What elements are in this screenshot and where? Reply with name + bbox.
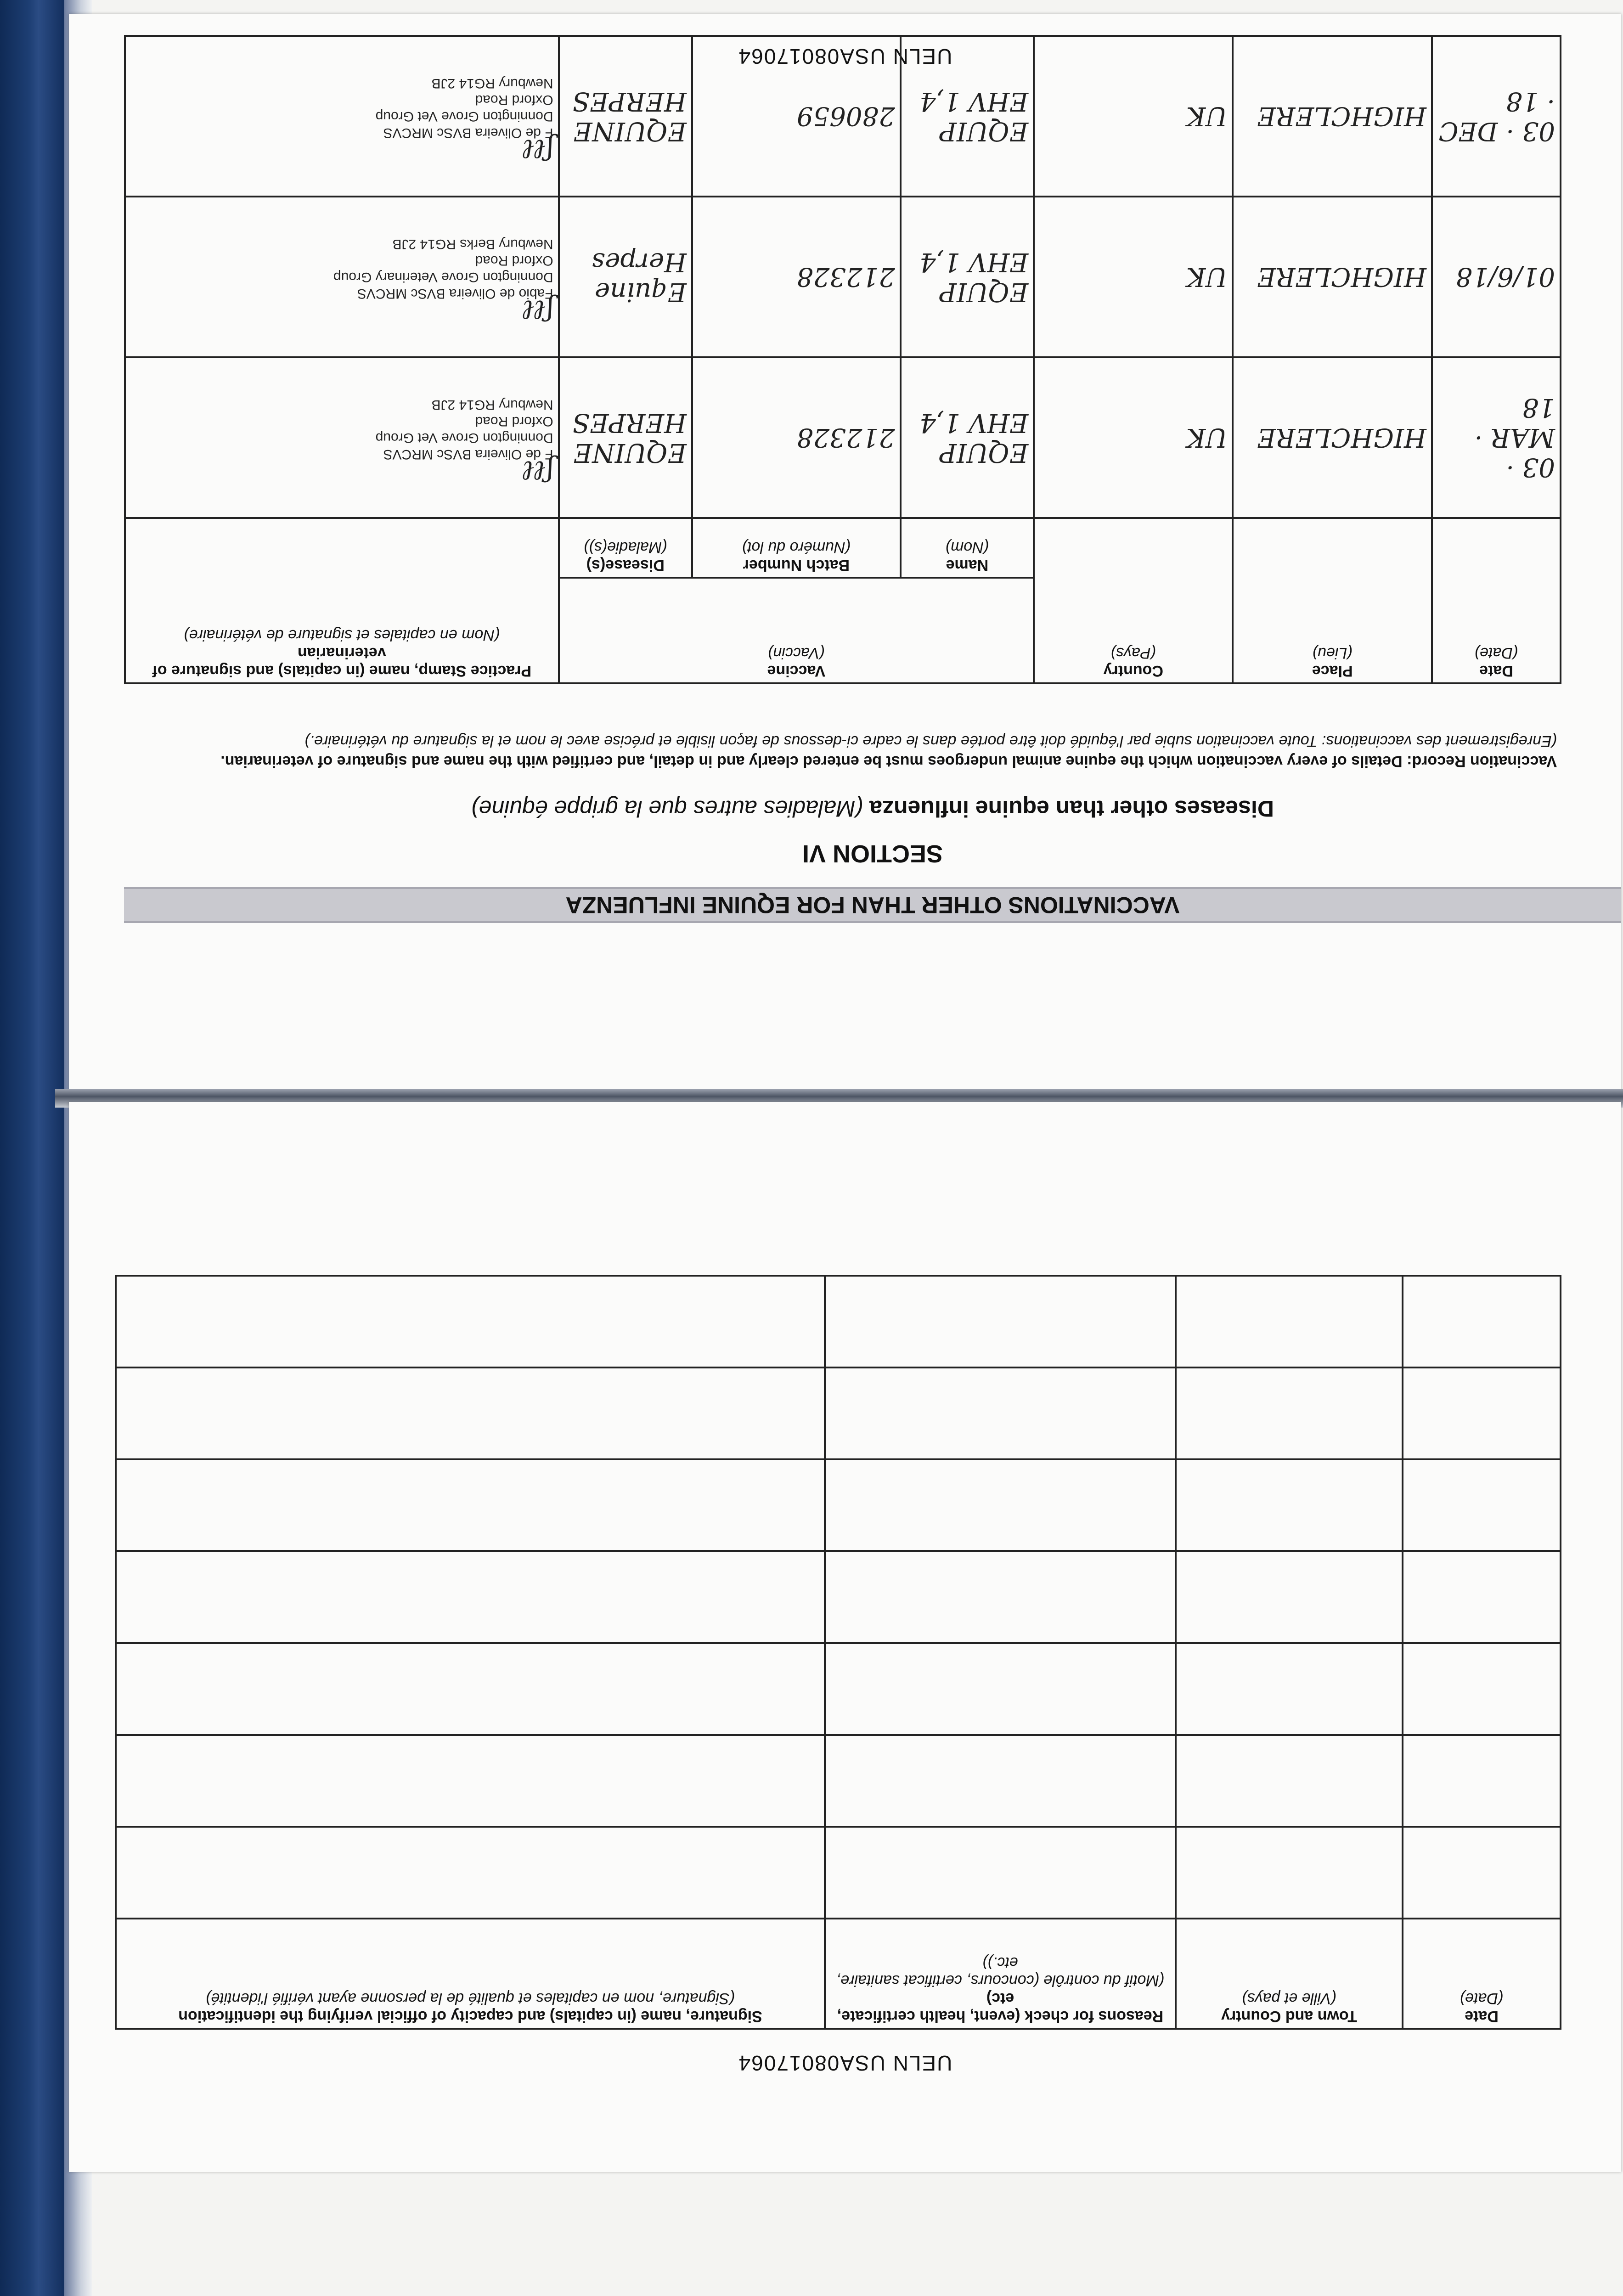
table-row — [125, 36, 1561, 197]
section-subtitle: Diseases other than equine influenza (Maladies autres que la grippe équine) — [471, 796, 1274, 822]
row2-disease: Equine Herpes — [559, 197, 692, 357]
ueln-bottom: UELN USA08017064 — [738, 2051, 952, 2075]
row1-place: HIGHCLERE — [1233, 357, 1432, 518]
row1-batch: 212328 — [692, 357, 901, 518]
section-title: SECTION VI — [802, 840, 943, 867]
table-row — [116, 1551, 1561, 1643]
table-row — [116, 1735, 1561, 1827]
identity-check-page-rotated — [69, 1102, 1621, 2172]
table-row — [116, 1643, 1561, 1735]
signature-icon: ʃ‍ℓℓ — [523, 455, 553, 487]
vaccination-record-text: Vaccination Record: Details of every vaccination which the equine animal undergoes must be entered clearly and in detail, and certified with the name and signature of veterinarian. (Enregistrement des vaccinations: Toute vaccination subie par l'équidé doit être portée dans le cadre ci-dessous de façon lisible et précise avec le nom et la signature du vétérinaire.) — [220, 732, 1557, 770]
row3-disease: EQUINE HERPES — [559, 36, 692, 197]
col-country: Country (Pays) — [1034, 518, 1233, 683]
row3-batch: 280659 — [692, 36, 901, 197]
row2-date: 01/6/18 — [1432, 197, 1561, 357]
identity-check-page — [69, 1102, 1621, 2172]
row1-name: EQUIP EHV 1,4 — [901, 357, 1034, 518]
table-row — [125, 357, 1561, 518]
vaccination-page — [69, 14, 1621, 1093]
vaccination-table — [124, 35, 1561, 684]
signature-icon: ʃ‍ℓℓ — [523, 133, 553, 165]
table-row — [116, 1276, 1561, 1367]
col-check-reasons: Reasons for check (event, health certificate, etc) (Motif du contrôle (concours, certificat sanitaire, etc.)) — [825, 1919, 1176, 2029]
row2-batch: 212328 — [692, 197, 901, 357]
row2-name: EQUIP EHV 1,4 — [901, 197, 1034, 357]
col-place: Place (Lieu) — [1233, 518, 1432, 683]
row1-date: 03 · MAR · 18 — [1432, 357, 1561, 518]
col-batch: Batch Number (Numéro du lot) — [692, 518, 901, 578]
table-row — [125, 197, 1561, 357]
row2-stamp: ʃ‍ℓℓ Fabio de Oliveira BVSc MRCVS Donnington Grove Veterinary Group Oxford Road Newbury Berks RG14 2JB — [125, 197, 559, 357]
signature-icon: ʃ‍ℓℓ — [523, 294, 553, 326]
col-date: Date (Date) — [1432, 518, 1561, 683]
table-row — [116, 1827, 1561, 1919]
col-stamp: Practice Stamp, name (in capitals) and signature of veterinarian (Nom en capitales et signature de vétérinaire) — [125, 518, 559, 683]
row3-country: UK — [1034, 36, 1233, 197]
row3-name: EQUIP EHV 1,4 — [901, 36, 1034, 197]
row1-country: UK — [1034, 357, 1233, 518]
row3-stamp: ʃ‍ℓℓ F de Oliveira BVSc MRCVS Donnington Grove Vet Group Oxford Road Newbury RG14 2JB — [125, 36, 559, 197]
col-diseases: Disease(s) (Maladie(s)) — [559, 518, 692, 578]
row2-place: HIGHCLERE — [1233, 197, 1432, 357]
binder-cover — [0, 0, 64, 2296]
vaccination-page-rotated — [69, 14, 1621, 1093]
row2-country: UK — [1034, 197, 1233, 357]
col-check-signature: Signature, name (in capitals) and capacity of official verifying the identification (Signature, nom en capitales et qualité de la personne ayant vérifié l'identité) — [116, 1919, 825, 2029]
ueln-top: UELN USA08017064 — [738, 45, 952, 68]
row1-stamp: ʃ‍ℓℓ F de Oliveira BVSc MRCVS Donnington Grove Vet Group Oxford Road Newbury RG14 2JB — [125, 357, 559, 518]
row3-place: HIGHCLERE — [1233, 36, 1432, 197]
row3-date: 03 · DEC · 18 — [1432, 36, 1561, 197]
table-row — [116, 1459, 1561, 1551]
row1-disease: EQUINE HERPES — [559, 357, 692, 518]
col-name: Name (Nom) — [901, 518, 1034, 578]
col-check-town: Town and Country (Ville et pays) — [1176, 1919, 1403, 2029]
table-row — [116, 1367, 1561, 1459]
vaccinations-banner: VACCINATIONS OTHER THAN FOR EQUINE INFLUENZA — [124, 887, 1621, 923]
identity-check-table — [115, 1275, 1561, 2030]
col-vaccine: Vaccine (Vaccin) — [559, 578, 1034, 683]
col-check-date: Date (Date) — [1403, 1919, 1561, 2029]
